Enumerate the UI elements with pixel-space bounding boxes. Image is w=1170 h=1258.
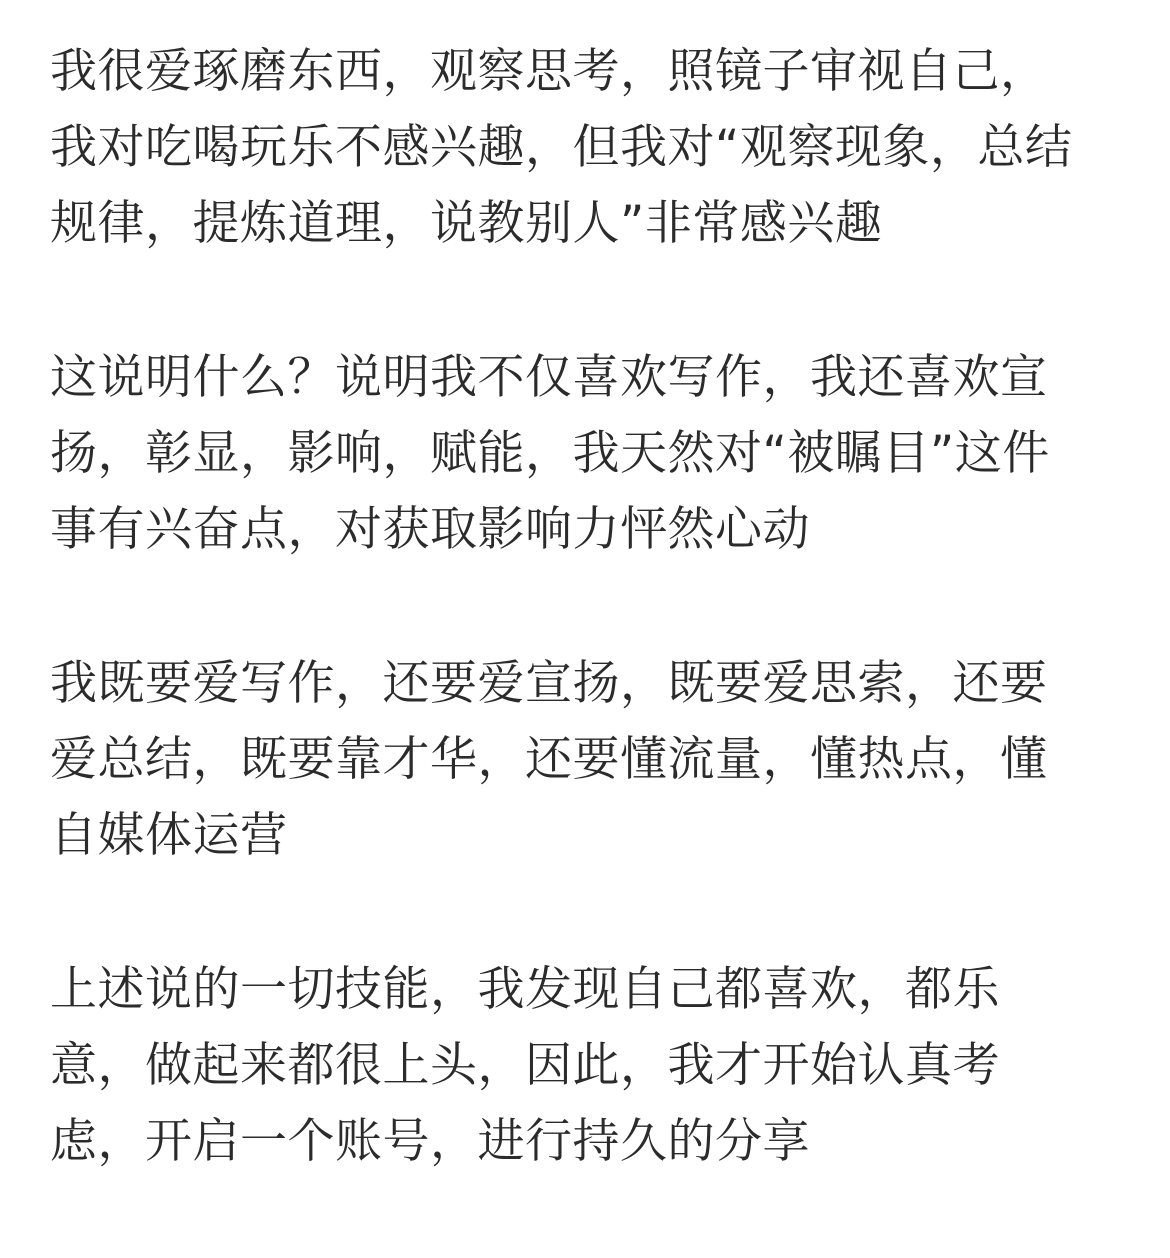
paragraph-4	[50, 952, 1130, 1180]
text-line: 我很爱琢磨东西，观察思考，照镜子审视自己，	[50, 44, 1048, 99]
article-body	[50, 34, 1130, 1258]
text-line: 虑，开启一个账号，进行持久的分享	[50, 1114, 810, 1169]
paragraph-2	[50, 340, 1130, 568]
text-line: 这说明什么？说明我不仅喜欢写作，我还喜欢宣	[50, 350, 1048, 405]
text-line: 我对吃喝玩乐不感兴趣，但我对“观察现象，总结	[50, 120, 1073, 175]
text-line: 事有兴奋点，对获取影响力怦然心动	[50, 502, 810, 557]
paragraph-3	[50, 646, 1130, 874]
text-line: 意，做起来都很上头，因此，我才开始认真考	[50, 1038, 1000, 1093]
text-line: 上述说的一切技能，我发现自己都喜欢，都乐	[50, 962, 1000, 1017]
text-line: 自媒体运营	[50, 808, 288, 863]
paragraph-1	[50, 34, 1130, 262]
text-line: 爱总结，既要靠才华，还要懂流量，懂热点，懂	[50, 732, 1048, 787]
text-line: 扬，彰显，影响，赋能，我天然对“被瞩目”这件	[50, 426, 1050, 481]
text-line: 规律，提炼道理，说教别人”非常感兴趣	[50, 196, 883, 251]
text-line: 我既要爱写作，还要爱宣扬，既要爱思索，还要	[50, 656, 1048, 711]
